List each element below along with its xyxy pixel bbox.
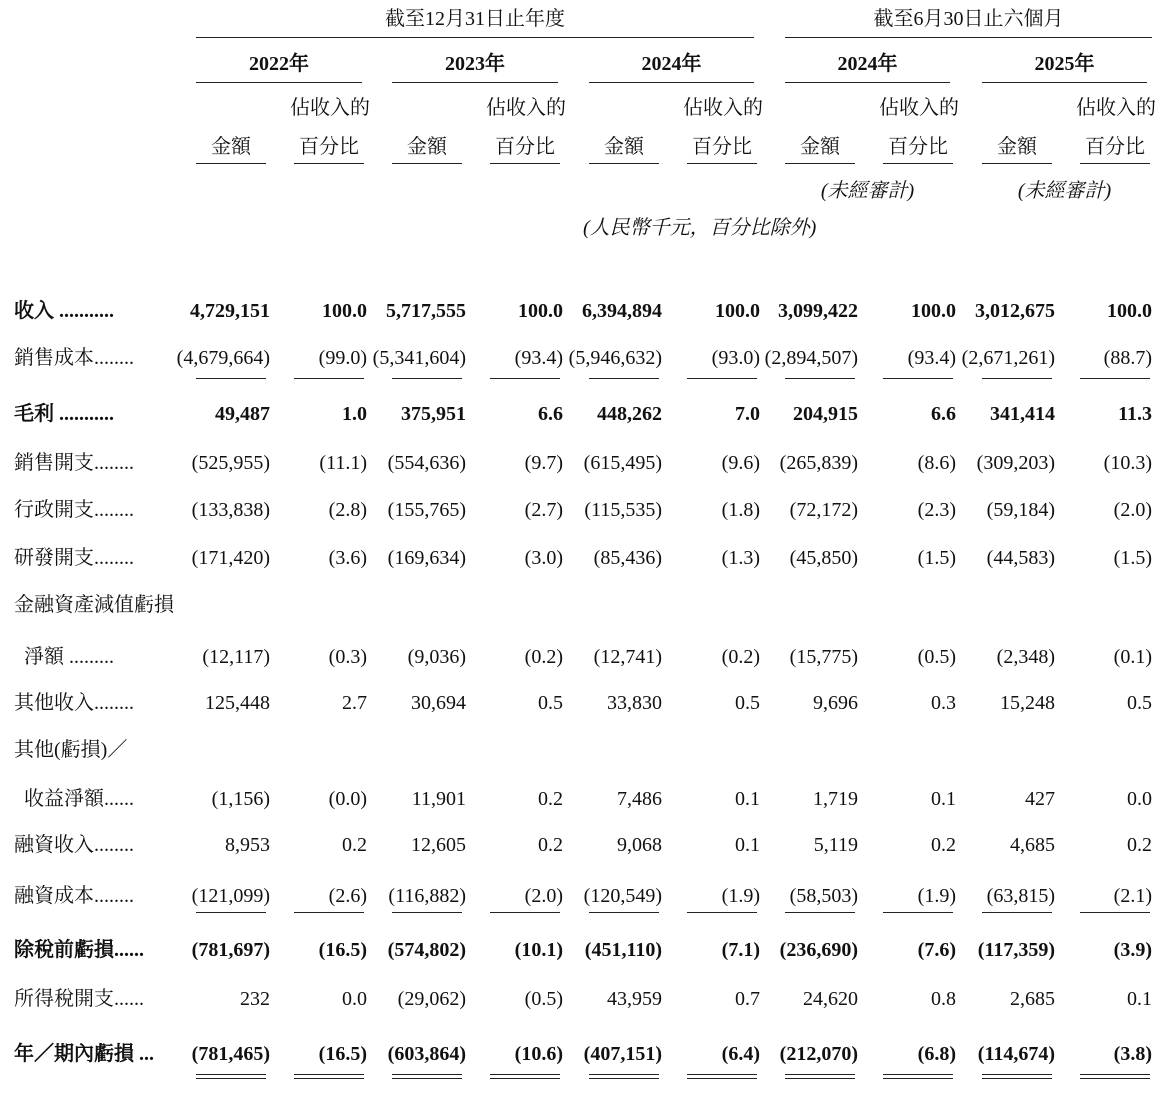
pct-header-line1: 佔收入的 — [1076, 97, 1156, 119]
row-label: 毛利 ........... — [14, 403, 114, 425]
total-double-rule — [883, 1074, 953, 1079]
amount-cell: (781,465) — [191, 1043, 270, 1065]
amount-cell: (4,679,664) — [176, 347, 270, 369]
pct-cell: (1.9) — [721, 885, 760, 907]
subtotal-rule — [294, 378, 364, 379]
amount-cell: (12,741) — [593, 646, 662, 668]
pct-cell: 0.3 — [931, 692, 956, 714]
pct-header-line1: 佔收入的 — [486, 97, 566, 119]
amount-cell: 2,685 — [1010, 988, 1055, 1010]
pct-cell: (2.8) — [328, 499, 367, 521]
row-label: 除稅前虧損...... — [14, 939, 144, 961]
pct-header-line1: 佔收入的 — [683, 97, 763, 119]
amount-cell: 49,487 — [215, 403, 270, 425]
pct-cell: (1.5) — [1113, 547, 1152, 569]
pct-cell: (6.8) — [917, 1043, 956, 1065]
pct-header-line2: 百分比 — [299, 136, 359, 158]
pct-cell: 0.2 — [1127, 834, 1152, 856]
subtotal-rule — [785, 378, 855, 379]
subtotal-rule — [196, 378, 266, 379]
amount-cell: 4,685 — [1010, 834, 1055, 856]
amount-cell: 3,099,422 — [778, 300, 858, 322]
year-rule — [785, 82, 950, 83]
amount-cell: (120,549) — [583, 885, 662, 907]
pct-cell: (93.4) — [907, 347, 956, 369]
amount-cell: (265,839) — [779, 452, 858, 474]
pct-cell: (2.6) — [328, 885, 367, 907]
amount-header: 金額 — [211, 136, 251, 158]
pct-cell: 0.1 — [735, 834, 760, 856]
amount-cell: (9,036) — [407, 646, 466, 668]
amount-cell: 43,959 — [607, 988, 662, 1010]
pct-header-line2: 百分比 — [495, 136, 555, 158]
year-header: 2025年 — [1034, 53, 1095, 75]
row-label: 行政開支........ — [14, 499, 134, 521]
amount-header: 金額 — [997, 136, 1037, 158]
amount-cell: (155,765) — [387, 499, 466, 521]
row-label: 淨額 ......... — [14, 646, 114, 668]
amount-cell: 4,729,151 — [190, 300, 270, 322]
amount-cell: (781,697) — [191, 939, 270, 961]
currency-note: (人民幣千元，百分比除外) — [583, 217, 817, 239]
pct-cell: (3.0) — [524, 547, 563, 569]
amount-cell: (5,946,632) — [568, 347, 662, 369]
subtotal-rule — [490, 912, 560, 913]
amount-cell: 1,719 — [813, 788, 858, 810]
pct-cell: 6.6 — [538, 403, 563, 425]
pct-cell: 100.0 — [911, 300, 956, 322]
pct-cell: 0.0 — [342, 988, 367, 1010]
amount-cell: (212,070) — [779, 1043, 858, 1065]
pct-cell: 0.1 — [1127, 988, 1152, 1010]
pct-cell: (0.5) — [917, 646, 956, 668]
amount-cell: 12,605 — [411, 834, 466, 856]
year-header: 2024年 — [837, 53, 898, 75]
pct-cell: (6.4) — [721, 1043, 760, 1065]
pct-cell: (11.1) — [319, 452, 367, 474]
pct-header-line1: 佔收入的 — [290, 97, 370, 119]
amount-cell: (309,203) — [976, 452, 1055, 474]
amount-cell: 9,068 — [617, 834, 662, 856]
pct-header-line2: 百分比 — [692, 136, 752, 158]
amount-cell: 448,262 — [597, 403, 662, 425]
amount-cell: 9,696 — [813, 692, 858, 714]
subtotal-rule — [196, 912, 266, 913]
amount-cell: 8,953 — [225, 834, 270, 856]
pct-cell: (88.7) — [1103, 347, 1152, 369]
amount-cell: 5,717,555 — [386, 300, 466, 322]
amount-cell: (121,099) — [191, 885, 270, 907]
amount-cell: (45,850) — [789, 547, 858, 569]
pct-header-rule — [883, 163, 953, 164]
pct-cell: (1.3) — [721, 547, 760, 569]
subtotal-rule — [687, 912, 757, 913]
amount-cell: 341,414 — [990, 403, 1055, 425]
amount-cell: (451,110) — [584, 939, 662, 961]
pct-cell: (10.3) — [1103, 452, 1152, 474]
subtotal-rule — [392, 912, 462, 913]
group-header-annual: 截至12月31日止年度 — [385, 8, 565, 30]
pct-header-line1: 佔收入的 — [879, 97, 959, 119]
amount-header-rule — [982, 163, 1052, 164]
subtotal-rule — [1080, 378, 1150, 379]
amount-cell: (574,802) — [387, 939, 466, 961]
amount-cell: (603,864) — [387, 1043, 466, 1065]
year-rule — [982, 82, 1147, 83]
subtotal-rule — [687, 378, 757, 379]
amount-cell: (1,156) — [211, 788, 270, 810]
amount-cell: (2,894,507) — [764, 347, 858, 369]
subtotal-rule — [1080, 912, 1150, 913]
row-label: 研發開支........ — [14, 547, 134, 569]
year-rule — [392, 82, 558, 83]
pct-cell: 100.0 — [518, 300, 563, 322]
pct-cell: 0.0 — [1127, 788, 1152, 810]
pct-cell: (10.6) — [514, 1043, 563, 1065]
subtotal-rule — [785, 912, 855, 913]
year-header: 2024年 — [641, 53, 702, 75]
amount-cell: (169,634) — [387, 547, 466, 569]
row-label: 收入 ........... — [14, 300, 114, 322]
amount-cell: (525,955) — [191, 452, 270, 474]
group-rule-interim — [785, 37, 1152, 38]
pct-cell: 0.5 — [1127, 692, 1152, 714]
pct-cell: (0.3) — [328, 646, 367, 668]
pct-cell: 0.2 — [538, 788, 563, 810]
pct-header-rule — [490, 163, 560, 164]
amount-cell: (171,420) — [191, 547, 270, 569]
pct-cell: (0.1) — [1113, 646, 1152, 668]
pct-cell: 0.1 — [735, 788, 760, 810]
amount-header-rule — [785, 163, 855, 164]
amount-cell: (115,535) — [584, 499, 662, 521]
amount-cell: 5,119 — [813, 834, 858, 856]
amount-cell: (114,674) — [977, 1043, 1055, 1065]
pct-cell: (0.0) — [328, 788, 367, 810]
amount-cell: (554,636) — [387, 452, 466, 474]
amount-cell: 7,486 — [617, 788, 662, 810]
amount-cell: (117,359) — [977, 939, 1055, 961]
amount-cell: 232 — [240, 988, 270, 1010]
pct-cell: 100.0 — [715, 300, 760, 322]
year-header: 2022年 — [249, 53, 309, 75]
subtotal-rule — [392, 378, 462, 379]
amount-header-rule — [589, 163, 659, 164]
amount-cell: (2,671,261) — [961, 347, 1055, 369]
subtotal-rule — [883, 912, 953, 913]
amount-cell: (116,882) — [388, 885, 466, 907]
pct-cell: (2.0) — [1113, 499, 1152, 521]
total-double-rule — [490, 1074, 560, 1079]
pct-cell: (2.1) — [1113, 885, 1152, 907]
pct-cell: (0.2) — [721, 646, 760, 668]
amount-header-rule — [392, 163, 462, 164]
pct-cell: 0.7 — [735, 988, 760, 1010]
pct-cell: 0.8 — [931, 988, 956, 1010]
amount-cell: (2,348) — [996, 646, 1055, 668]
pct-cell: (3.8) — [1113, 1043, 1152, 1065]
pct-cell: 7.0 — [735, 403, 760, 425]
pct-cell: 0.1 — [931, 788, 956, 810]
row-label: 融資收入........ — [14, 834, 134, 856]
amount-cell: (85,436) — [593, 547, 662, 569]
row-label: 其他(虧損)／ — [14, 739, 128, 761]
amount-cell: (29,062) — [397, 988, 466, 1010]
amount-header: 金額 — [407, 136, 447, 158]
group-rule-annual — [196, 37, 754, 38]
subtotal-rule — [883, 378, 953, 379]
amount-cell: 15,248 — [1000, 692, 1055, 714]
total-double-rule — [1080, 1074, 1150, 1079]
subtotal-rule — [294, 912, 364, 913]
amount-header: 金額 — [800, 136, 840, 158]
pct-cell: 0.2 — [931, 834, 956, 856]
pct-cell: 1.0 — [342, 403, 367, 425]
group-header-interim: 截至6月30日止六個月 — [873, 8, 1064, 30]
row-label: 收益淨額...... — [14, 788, 134, 810]
year-header: 2023年 — [445, 53, 505, 75]
pct-cell: (1.9) — [917, 885, 956, 907]
pct-cell: 0.2 — [538, 834, 563, 856]
pct-cell: 100.0 — [322, 300, 367, 322]
amount-cell: (15,775) — [789, 646, 858, 668]
pct-cell: 11.3 — [1118, 403, 1152, 425]
row-label: 所得稅開支...... — [14, 988, 144, 1010]
amount-cell: 125,448 — [205, 692, 270, 714]
pct-cell: 6.6 — [931, 403, 956, 425]
total-double-rule — [785, 1074, 855, 1079]
pct-cell: 0.5 — [538, 692, 563, 714]
subtotal-rule — [589, 378, 659, 379]
total-double-rule — [982, 1074, 1052, 1079]
amount-cell: (133,838) — [191, 499, 270, 521]
pct-cell: 100.0 — [1107, 300, 1152, 322]
pct-header-rule — [1080, 163, 1150, 164]
row-label: 金融資產減值虧損 — [14, 594, 174, 616]
amount-cell: (58,503) — [789, 885, 858, 907]
total-double-rule — [392, 1074, 462, 1079]
pct-cell: (1.8) — [721, 499, 760, 521]
unaudited-note: (未經審計) — [820, 180, 915, 202]
year-rule — [196, 82, 362, 83]
amount-cell: (44,583) — [986, 547, 1055, 569]
amount-cell: (407,151) — [583, 1043, 662, 1065]
pct-cell: (2.0) — [524, 885, 563, 907]
amount-cell: 3,012,675 — [975, 300, 1055, 322]
amount-cell: 33,830 — [607, 692, 662, 714]
subtotal-rule — [490, 378, 560, 379]
pct-cell: (2.3) — [917, 499, 956, 521]
year-rule — [589, 82, 754, 83]
amount-header: 金額 — [604, 136, 644, 158]
pct-header-rule — [294, 163, 364, 164]
pct-cell: (8.6) — [917, 452, 956, 474]
amount-cell: (615,495) — [583, 452, 662, 474]
amount-header-rule — [196, 163, 266, 164]
pct-cell: (99.0) — [318, 347, 367, 369]
amount-cell: (5,341,604) — [372, 347, 466, 369]
amount-cell: 6,394,894 — [582, 300, 662, 322]
pct-cell: (16.5) — [318, 1043, 367, 1065]
pct-cell: (7.1) — [721, 939, 760, 961]
amount-cell: (72,172) — [789, 499, 858, 521]
pct-cell: (0.2) — [524, 646, 563, 668]
pct-cell: (0.5) — [524, 988, 563, 1010]
total-double-rule — [294, 1074, 364, 1079]
pct-cell: 2.7 — [342, 692, 367, 714]
amount-cell: 11,901 — [411, 788, 466, 810]
amount-cell: 427 — [1025, 788, 1055, 810]
amount-cell: (12,117) — [202, 646, 270, 668]
pct-cell: (2.7) — [524, 499, 563, 521]
pct-cell: (7.6) — [917, 939, 956, 961]
amount-cell: 30,694 — [411, 692, 466, 714]
pct-cell: (93.4) — [514, 347, 563, 369]
pct-cell: (3.6) — [328, 547, 367, 569]
subtotal-rule — [982, 912, 1052, 913]
amount-cell: (236,690) — [779, 939, 858, 961]
subtotal-rule — [589, 912, 659, 913]
pct-header-rule — [687, 163, 757, 164]
unaudited-note: (未經審計) — [1017, 180, 1112, 202]
total-double-rule — [589, 1074, 659, 1079]
pct-header-line2: 百分比 — [1085, 136, 1145, 158]
pct-cell: (16.5) — [318, 939, 367, 961]
pct-cell: (3.9) — [1113, 939, 1152, 961]
amount-cell: 24,620 — [803, 988, 858, 1010]
pct-cell: (9.7) — [524, 452, 563, 474]
row-label: 銷售成本........ — [14, 347, 134, 369]
total-double-rule — [196, 1074, 266, 1079]
row-label: 年／期內虧損 ... — [14, 1043, 154, 1065]
row-label: 銷售開支........ — [14, 452, 134, 474]
pct-cell: (10.1) — [514, 939, 563, 961]
pct-cell: 0.2 — [342, 834, 367, 856]
amount-cell: (59,184) — [986, 499, 1055, 521]
subtotal-rule — [982, 378, 1052, 379]
pct-cell: (9.6) — [721, 452, 760, 474]
pct-cell: 0.5 — [735, 692, 760, 714]
amount-cell: (63,815) — [986, 885, 1055, 907]
row-label: 融資成本........ — [14, 885, 134, 907]
pct-cell: (1.5) — [917, 547, 956, 569]
pct-cell: (93.0) — [711, 347, 760, 369]
amount-cell: 204,915 — [793, 403, 858, 425]
total-double-rule — [687, 1074, 757, 1079]
amount-cell: 375,951 — [401, 403, 466, 425]
row-label: 其他收入........ — [14, 692, 134, 714]
pct-header-line2: 百分比 — [888, 136, 948, 158]
